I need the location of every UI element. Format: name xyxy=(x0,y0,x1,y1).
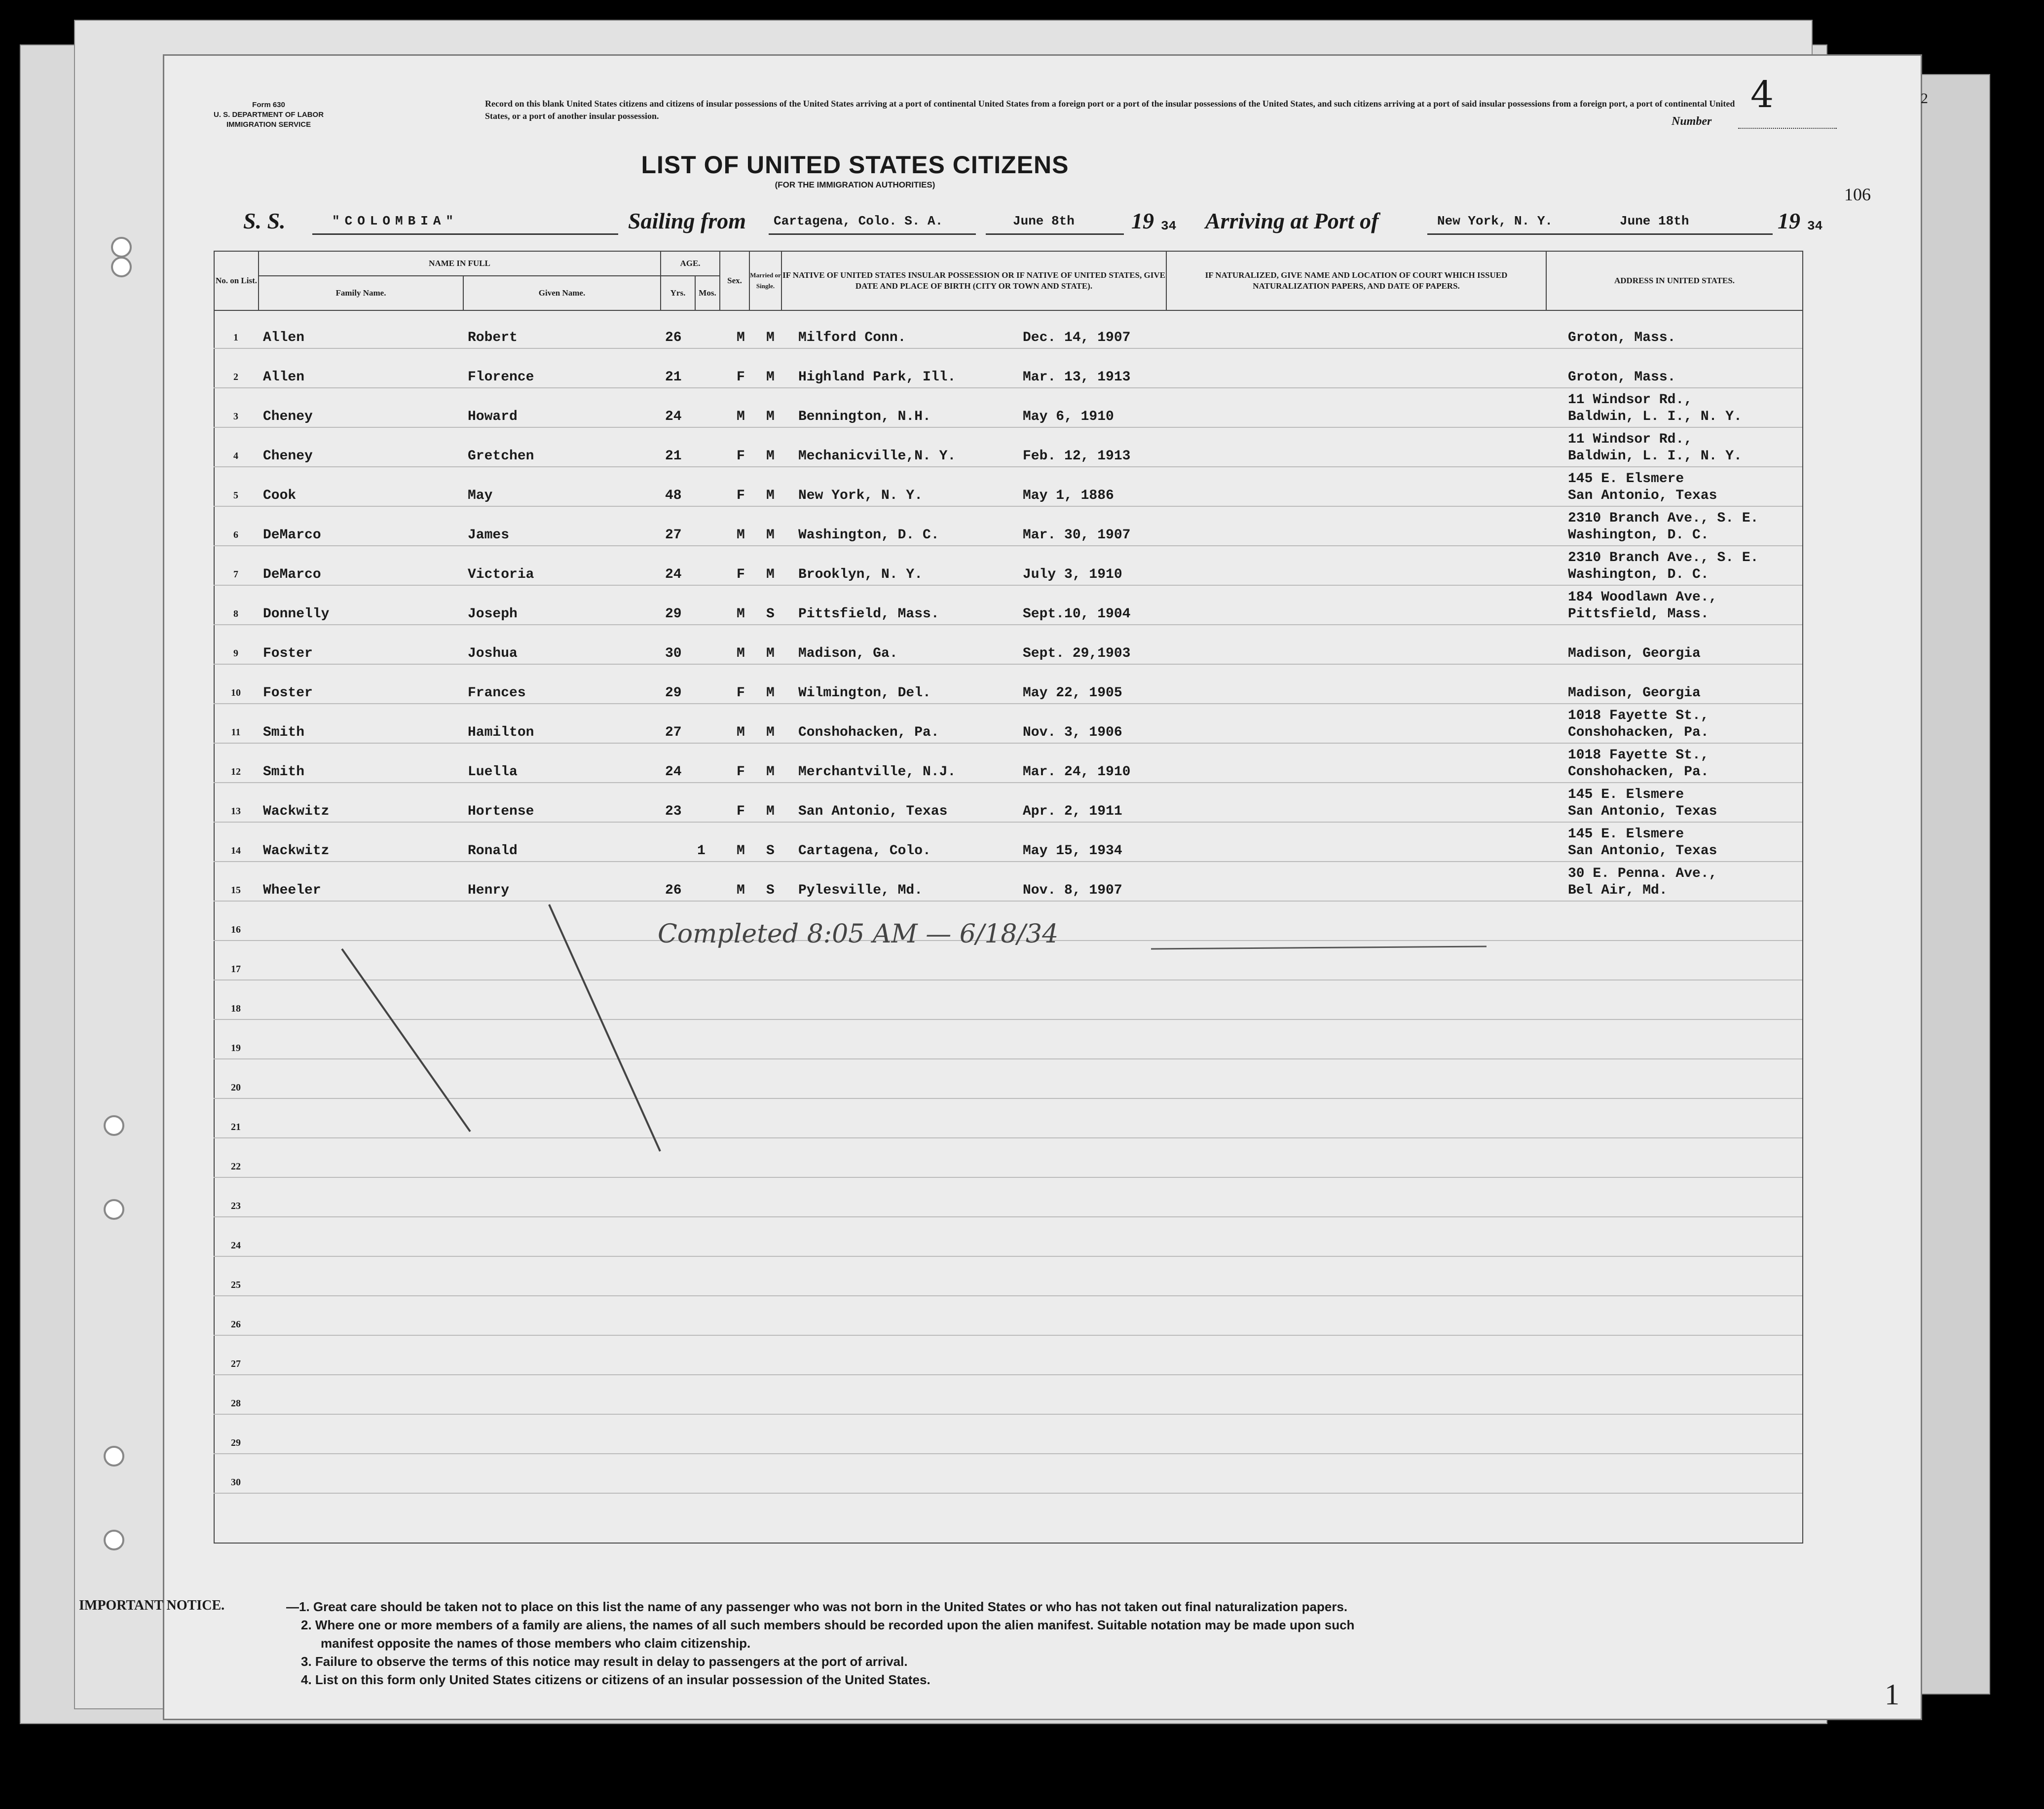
col-no: No. on List. xyxy=(214,251,259,310)
marital-status: M xyxy=(766,488,775,503)
age-years: 24 xyxy=(665,567,682,582)
row-number: 30 xyxy=(231,1477,241,1488)
given-name: Hamilton xyxy=(468,725,534,740)
binder-hole xyxy=(104,1446,124,1467)
no: 1 xyxy=(233,332,238,343)
address-line: 1018 Fayette St., xyxy=(1568,708,1709,723)
completed-annotation: Completed 8:05 AM — 6/18/34 xyxy=(658,919,1059,949)
col-sex: Sex. xyxy=(720,251,749,310)
sex: F xyxy=(737,567,745,582)
birth-date: May 22, 1905 xyxy=(1023,685,1122,701)
family-name: DeMarco xyxy=(263,528,321,543)
birth-place: Highland Park, Ill. xyxy=(798,370,956,385)
age-years: 26 xyxy=(665,330,682,345)
address-line: 2310 Branch Ave., S. E. xyxy=(1568,511,1759,526)
ss-label: S. S. xyxy=(243,208,286,233)
arriving-port: New York, N. Y. xyxy=(1437,214,1553,228)
sex: M xyxy=(737,409,745,424)
marital-status: M xyxy=(766,567,775,582)
arriving-label: Arriving at Port of xyxy=(1205,208,1379,233)
birth-date: Sept. 29,1903 xyxy=(1023,646,1131,661)
address: Baldwin, L. I., N. Y. xyxy=(1568,409,1742,424)
age-years: 21 xyxy=(665,449,682,464)
birth-date: Mar. 13, 1913 xyxy=(1023,370,1131,385)
birth-date: Apr. 2, 1911 xyxy=(1023,804,1122,819)
sex: F xyxy=(737,370,745,385)
row-number: 17 xyxy=(231,964,241,975)
address-line: 30 E. Penna. Ave., xyxy=(1568,866,1717,881)
row-number: 24 xyxy=(231,1240,241,1251)
given-name: May xyxy=(468,488,493,503)
given-name: Luella xyxy=(468,764,518,780)
age-years: 48 xyxy=(665,488,682,503)
row-number: 20 xyxy=(231,1082,241,1093)
sex: M xyxy=(737,646,745,661)
col-age: AGE. xyxy=(661,251,720,276)
row-number: 29 xyxy=(231,1437,241,1448)
notice-item: —1. Great care should be taken not to place on this list the name of any passenger who was not born in the United States or who has not taken out final naturalization papers. xyxy=(286,1599,1348,1614)
address-line: 145 E. Elsmere xyxy=(1568,827,1684,842)
sailing-year: 34 xyxy=(1161,219,1177,233)
notice-item: 2. Where one or more members of a family are aliens, the names of all such members should be recorded upon the alien manifest. Suitable notation may be made upon such xyxy=(301,1618,1355,1632)
col-address: ADDRESS IN UNITED STATES. xyxy=(1546,251,1803,310)
sex: M xyxy=(737,330,745,345)
department: U. S. DEPARTMENT OF LABOR xyxy=(214,111,324,119)
sex: F xyxy=(737,685,745,701)
arriving-year: 34 xyxy=(1807,219,1823,233)
address: Conshohacken, Pa. xyxy=(1568,764,1709,780)
page-subtitle: (FOR THE IMMIGRATION AUTHORITIES) xyxy=(775,180,935,189)
age-years: 21 xyxy=(665,370,682,385)
age-years: 27 xyxy=(665,725,682,740)
marital-status: S xyxy=(766,883,775,898)
birth-date: Sept.10, 1904 xyxy=(1023,606,1131,622)
family-name: Foster xyxy=(263,646,313,661)
row-number: 28 xyxy=(231,1398,241,1409)
no: 7 xyxy=(233,569,238,580)
address-line: 11 Windsor Rd., xyxy=(1568,392,1693,408)
sex: M xyxy=(737,725,745,740)
address: San Antonio, Texas xyxy=(1568,843,1717,859)
row-number: 18 xyxy=(231,1003,241,1014)
given-name: James xyxy=(468,528,510,543)
given-name: Frances xyxy=(468,685,526,701)
birth-date: July 3, 1910 xyxy=(1023,567,1122,582)
marital-status: M xyxy=(766,528,775,543)
family-name: Smith xyxy=(263,725,305,740)
binder-hole xyxy=(104,1115,124,1136)
birth-place: Merchantville, N.J. xyxy=(798,764,956,780)
family-name: DeMarco xyxy=(263,567,321,582)
family-name: Cook xyxy=(263,488,297,503)
birth-date: May 15, 1934 xyxy=(1023,843,1122,859)
binder-hole xyxy=(104,1530,124,1550)
sex: M xyxy=(737,528,745,543)
given-name: Gretchen xyxy=(468,449,534,464)
age-years: 29 xyxy=(665,685,682,701)
marital-status: M xyxy=(766,409,775,424)
family-name: Cheney xyxy=(263,409,313,424)
col-yrs: Yrs. xyxy=(661,276,695,310)
given-name: Robert xyxy=(468,330,518,345)
sex: F xyxy=(737,764,745,780)
record-instructions: Record on this blank United States citizens and citizens of insular possessions of the United States arriving at a port of continental United States from a foreign port or a port of the insular possessions of the United States, and such citizens arriving at a port of said insular possessions from a foreign port, a port of continental United States, or a port of another insular possession. xyxy=(485,99,1735,121)
given-name: Hortense xyxy=(468,804,534,819)
age-years: 24 xyxy=(665,764,682,780)
row-number: 25 xyxy=(231,1280,241,1290)
sex: M xyxy=(737,606,745,622)
address: Groton, Mass. xyxy=(1568,330,1676,345)
family-name: Allen xyxy=(263,370,305,385)
no: 12 xyxy=(231,766,241,777)
marital-status: M xyxy=(766,804,775,819)
no: 5 xyxy=(233,490,238,501)
col-family-name: Family Name. xyxy=(259,276,463,310)
page-title: LIST OF UNITED STATES CITIZENS xyxy=(641,151,1069,179)
birth-place: Washington, D. C. xyxy=(798,528,939,543)
no: 4 xyxy=(233,451,238,461)
address: Madison, Georgia xyxy=(1568,646,1701,661)
marital-status: S xyxy=(766,843,775,859)
col-naturalized: IF NATURALIZED, GIVE NAME AND LOCATION OF COURT WHICH ISSUED NATURALIZATION PAPERS, AND DATE OF PAPERS. xyxy=(1166,251,1546,310)
address: Pittsfield, Mass. xyxy=(1568,606,1709,622)
age-years: 26 xyxy=(665,883,682,898)
birth-place: San Antonio, Texas xyxy=(798,804,948,819)
no: 13 xyxy=(231,806,241,817)
sailing-label: Sailing from xyxy=(628,208,746,233)
age-months: 1 xyxy=(697,843,706,859)
marital-status: M xyxy=(766,685,775,701)
given-name: Joseph xyxy=(468,606,518,622)
age-years: 27 xyxy=(665,528,682,543)
no: 10 xyxy=(231,687,241,698)
row-number: 19 xyxy=(231,1043,241,1054)
marital-status: S xyxy=(766,606,775,622)
address: Washington, D. C. xyxy=(1568,528,1709,543)
number-label: Number xyxy=(1672,115,1712,128)
notice-item: manifest opposite the names of those members who claim citizenship. xyxy=(321,1636,751,1651)
marital-status: M xyxy=(766,725,775,740)
address: Washington, D. C. xyxy=(1568,567,1709,582)
row-number: 27 xyxy=(231,1358,241,1369)
birth-date: Nov. 8, 1907 xyxy=(1023,883,1122,898)
address-line: 145 E. Elsmere xyxy=(1568,471,1684,487)
family-name: Wackwitz xyxy=(263,843,330,859)
given-name: Victoria xyxy=(468,567,534,582)
birth-place: Madison, Ga. xyxy=(798,646,898,661)
sailing-date: June 8th xyxy=(1013,214,1075,228)
address-line: 145 E. Elsmere xyxy=(1568,787,1684,802)
age-years: 30 xyxy=(665,646,682,661)
birth-date: May 1, 1886 xyxy=(1023,488,1114,503)
sex: F xyxy=(737,804,745,819)
form-number: Form 630 xyxy=(252,101,285,109)
handwritten-marks xyxy=(164,56,1921,1719)
no: 14 xyxy=(231,845,241,856)
notice-item: 4. List on this form only United States citizens or citizens of an insular possession of the United States. xyxy=(301,1672,930,1687)
family-name: Smith xyxy=(263,764,305,780)
marital-status: M xyxy=(766,646,775,661)
no: 6 xyxy=(233,529,238,540)
number-value: 4 xyxy=(1750,74,1774,116)
birth-place: Cartagena, Colo. xyxy=(798,843,931,859)
manifest-sheet xyxy=(163,54,1928,1720)
birth-date: Mar. 24, 1910 xyxy=(1023,764,1131,780)
address: San Antonio, Texas xyxy=(1568,804,1717,819)
birth-place: Bennington, N.H. xyxy=(798,409,931,424)
family-name: Cheney xyxy=(263,449,313,464)
row-number: 22 xyxy=(231,1161,241,1172)
binder-hole xyxy=(111,257,132,277)
sex: M xyxy=(737,843,745,859)
col-given-name: Given Name. xyxy=(463,276,661,310)
ship-name: "COLOMBIA" xyxy=(332,214,459,228)
family-name: Allen xyxy=(263,330,305,345)
given-name: Henry xyxy=(468,883,510,898)
sex: F xyxy=(737,449,745,464)
notice-item: 3. Failure to observe the terms of this notice may result in delay to passengers at the port of arrival. xyxy=(301,1654,908,1669)
col-mos: Mos. xyxy=(695,276,720,310)
birth-place: Pylesville, Md. xyxy=(798,883,923,898)
sex: F xyxy=(737,488,745,503)
row-number: 23 xyxy=(231,1201,241,1211)
address: Groton, Mass. xyxy=(1568,370,1676,385)
sex: M xyxy=(737,883,745,898)
age-years: 24 xyxy=(665,409,682,424)
page-mark: 1 xyxy=(1885,1678,1899,1711)
page-edge-right xyxy=(1919,74,1990,1695)
given-name: Ronald xyxy=(468,843,518,859)
given-name: Florence xyxy=(468,370,534,385)
age-years: 23 xyxy=(665,804,682,819)
address: Baldwin, L. I., N. Y. xyxy=(1568,449,1742,464)
row-number: 16 xyxy=(231,924,241,935)
address: Madison, Georgia xyxy=(1568,685,1701,701)
address-line: 11 Windsor Rd., xyxy=(1568,432,1693,447)
birth-date: Nov. 3, 1906 xyxy=(1023,725,1122,740)
given-name: Joshua xyxy=(468,646,518,661)
family-name: Foster xyxy=(263,685,313,701)
birth-place: New York, N. Y. xyxy=(798,488,923,503)
binder-hole xyxy=(111,237,132,258)
birth-date: Dec. 14, 1907 xyxy=(1023,330,1131,345)
age-years: 29 xyxy=(665,606,682,622)
address-line: 2310 Branch Ave., S. E. xyxy=(1568,550,1759,565)
birth-place: Mechanicville,N. Y. xyxy=(798,449,956,464)
birth-place: Milford Conn. xyxy=(798,330,906,345)
marital-status: M xyxy=(766,449,775,464)
family-name: Wheeler xyxy=(263,883,321,898)
address-line: 184 Woodlawn Ave., xyxy=(1568,590,1717,605)
marital-status: M xyxy=(766,370,775,385)
birth-place: Pittsfield, Mass. xyxy=(798,606,939,622)
birth-place: Brooklyn, N. Y. xyxy=(798,567,923,582)
corner-mark: 2 xyxy=(1921,90,1928,107)
birth-place: Conshohacken, Pa. xyxy=(798,725,939,740)
address: Conshohacken, Pa. xyxy=(1568,725,1709,740)
birth-date: Feb. 12, 1913 xyxy=(1023,449,1131,464)
birth-date: Mar. 30, 1907 xyxy=(1023,528,1131,543)
address: Bel Air, Md. xyxy=(1568,883,1668,898)
col-name-in-full: NAME IN FULL xyxy=(259,251,661,276)
service: IMMIGRATION SERVICE xyxy=(226,120,311,129)
address: San Antonio, Texas xyxy=(1568,488,1717,503)
given-name: Howard xyxy=(468,409,518,424)
family-name: Wackwitz xyxy=(263,804,330,819)
col-married: Married or Single. xyxy=(749,251,781,310)
birth-date: May 6, 1910 xyxy=(1023,409,1114,424)
sailing-from: Cartagena, Colo. S. A. xyxy=(774,214,943,228)
no: 8 xyxy=(233,608,238,619)
no: 2 xyxy=(233,372,238,382)
binder-hole xyxy=(104,1199,124,1220)
col-birth: IF NATIVE OF UNITED STATES INSULAR POSSESSION OR IF NATIVE OF UNITED STATES, GIVE DATE AND PLACE OF BIRTH (CITY OR TOWN AND STATE). xyxy=(781,251,1166,310)
stamp-number: 106 xyxy=(1844,185,1871,204)
family-name: Donnelly xyxy=(263,606,330,622)
notice-label: IMPORTANT NOTICE. xyxy=(79,1598,225,1613)
year-prefix: 19 xyxy=(1778,208,1800,233)
no: 9 xyxy=(233,648,238,659)
row-number: 26 xyxy=(231,1319,241,1330)
no: 15 xyxy=(231,885,241,896)
no: 3 xyxy=(233,411,238,422)
marital-status: M xyxy=(766,330,775,345)
row-number: 21 xyxy=(231,1122,241,1132)
year-prefix: 19 xyxy=(1131,208,1154,233)
no: 11 xyxy=(231,727,241,738)
arriving-date: June 18th xyxy=(1620,214,1689,228)
marital-status: M xyxy=(766,764,775,780)
address-line: 1018 Fayette St., xyxy=(1568,748,1709,763)
birth-place: Wilmington, Del. xyxy=(798,685,931,701)
